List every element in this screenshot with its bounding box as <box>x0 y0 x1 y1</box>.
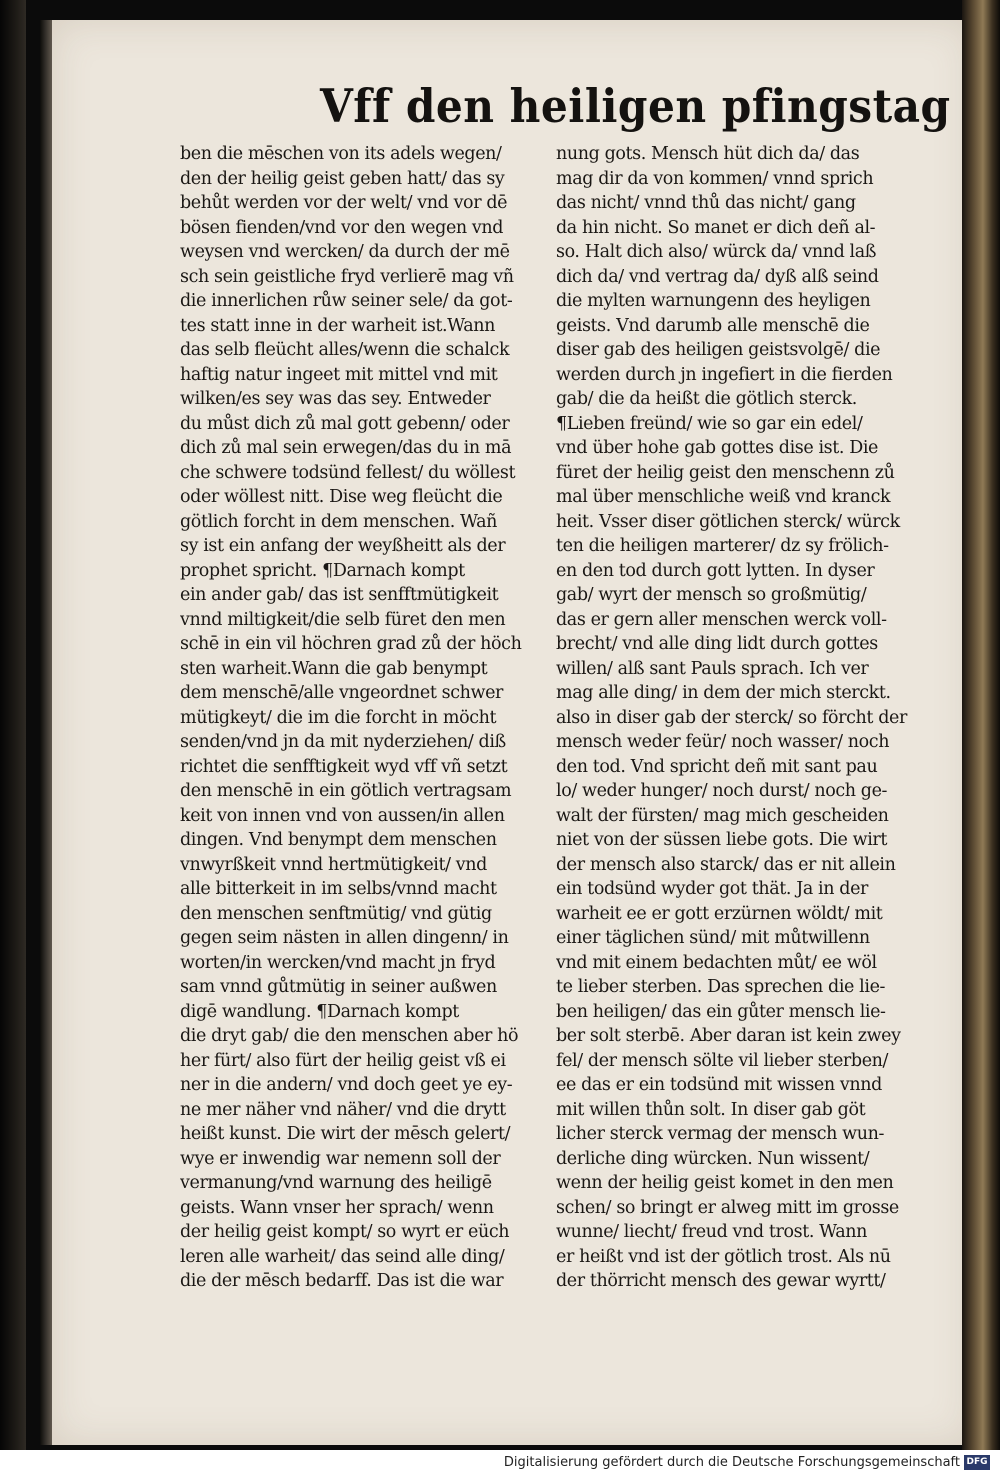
text-line: die mylten warnungenn des heyligen <box>556 291 871 311</box>
text-line: heißt kunst. Die wirt der mēsch gelert/ <box>180 1124 511 1144</box>
text-line: her fürt/ also fürt der heilig geist vß ei <box>180 1050 506 1071</box>
text-line: leren alle warheit/ das seind alle ding/ <box>180 1246 505 1267</box>
text-line: da hin nicht. So manet er dich deñ al- <box>556 217 876 238</box>
text-line: nung gots. Mensch hüt dich da/ das <box>556 144 860 164</box>
text-line: ben heiligen/ das ein gůter mensch lie- <box>556 1001 886 1022</box>
text-line: warheit ee er gott erzürnen wöldt/ mit <box>556 903 883 924</box>
text-line: das selb fleücht alles/wenn die schalck <box>180 340 510 360</box>
text-column-right <box>556 142 931 1294</box>
text-line: derliche ding würcken. Nun wissent/ <box>556 1148 870 1169</box>
text-line: also in diser gab der sterck/ so förcht der <box>556 707 907 728</box>
text-line: das er gern aller menschen werck voll- <box>556 609 887 630</box>
book-binding-edge <box>0 0 26 1450</box>
text-line: mal über menschliche weiß vnd kranck <box>556 487 891 507</box>
text-line: götlich forcht in dem menschen. Wañ <box>180 511 497 532</box>
text-line: heit. Vsser diser götlichen sterck/ würck <box>556 511 900 532</box>
text-line: mütigkeyt/ die im die forcht in möcht <box>180 707 497 728</box>
text-line: digē wandlung. ¶Darnach kompt <box>180 1001 459 1022</box>
text-line: den der heilig geist geben hatt/ das sy <box>180 168 505 189</box>
text-line: das nicht/ vnnd thů das nicht/ gang <box>556 193 856 213</box>
text-line: dich zů mal sein erwegen/das du in mā <box>180 438 512 458</box>
text-line: en den tod durch gott lytten. In dyser <box>556 560 875 581</box>
text-line: den menschen senftmütig/ vnd gütig <box>180 903 492 924</box>
text-line: schen/ so bringt er alweg mitt im grosse <box>556 1197 899 1218</box>
text-line: bösen fienden/vnd vor den wegen vnd <box>180 217 504 238</box>
text-line: oder wöllest nitt. Dise weg fleücht die <box>180 487 503 507</box>
running-title: Vff den heiligen pfingstag <box>320 79 951 133</box>
text-line: die innerlichen růw seiner sele/ da got- <box>180 291 513 311</box>
text-line: ner in die andern/ vnd doch geet ye ey- <box>180 1075 513 1095</box>
text-line: richtet die senfftigkeit wyd vff vñ setzt <box>180 756 508 777</box>
text-column-left <box>180 142 550 1294</box>
text-line: walt der fürsten/ mag mich gescheiden <box>556 805 889 826</box>
text-line: einer täglichen sünd/ mit můtwillenn <box>556 928 870 948</box>
text-line: ten die heiligen marterer/ dz sy frölich- <box>556 536 889 556</box>
text-line: wenn der heilig geist komet in den men <box>556 1173 894 1193</box>
text-line: sy ist ein anfang der weyßheitt als der <box>180 536 506 556</box>
text-line: dingen. Vnd benympt dem menschen <box>180 830 497 850</box>
text-line: füret der heilig geist den menschenn zů <box>556 462 895 483</box>
text-line: mag dir da von kommen/ vnnd sprich <box>556 168 874 189</box>
text-line: gab/ wyrt der mensch so großmütig/ <box>556 585 867 605</box>
text-line: den tod. Vnd spricht deñ mit sant pau <box>556 756 878 777</box>
text-line: fel/ der mensch sölte vil lieber sterben/ <box>556 1050 889 1071</box>
text-line: ben die mēschen von its adels wegen/ <box>180 144 502 164</box>
text-line: alle bitterkeit in im selbs/vnnd macht <box>180 879 497 899</box>
text-line: dich da/ vnd vertrag da/ dyß alß seind <box>556 266 879 287</box>
text-line: tes statt inne in der warheit ist.Wann <box>180 315 495 336</box>
text-line: geists. Vnd darumb alle menschē die <box>556 315 870 336</box>
text-line: vnd mit einem bedachten můt/ ee wöl <box>556 952 877 973</box>
text-line: ein todsünd wyder got thät. Ja in der <box>556 879 868 899</box>
text-line: licher sterck vermag der mensch wun- <box>556 1124 885 1144</box>
text-line: vnnd miltigkeit/die selb füret den men <box>180 609 506 630</box>
text-line: brecht/ vnd alle ding lidt durch gottes <box>556 634 878 654</box>
text-line: wilken/es sey was das sey. Entweder <box>180 389 491 409</box>
text-line: wye er inwendig war nemenn soll der <box>180 1148 501 1169</box>
text-line: er heißt vnd ist der götlich trost. Als nū <box>556 1246 891 1267</box>
text-line: ee das er ein todsünd mit wissen vnnd <box>556 1075 882 1095</box>
text-line: ber solt sterbē. Aber daran ist kein zwey <box>556 1026 901 1046</box>
text-line: ne mer näher vnd näher/ vnd die drytt <box>180 1099 506 1120</box>
text-line: willen/ alß sant Pauls sprach. Ich ver <box>556 658 869 679</box>
text-line: der thörricht mensch des gewar wyrtt/ <box>556 1271 886 1291</box>
text-line: vnd über hohe gab gottes dise ist. Die <box>556 438 878 458</box>
text-line: haftig natur ingeet mit mittel vnd mit <box>180 364 498 385</box>
text-line: wunne/ liecht/ freud vnd trost. Wann <box>556 1222 867 1242</box>
text-line: niet von der süssen liebe gots. Die wirt <box>556 830 888 850</box>
text-line: worten/in wercken/vnd macht jn fryd <box>180 952 496 973</box>
book-fore-edge <box>962 0 1000 1450</box>
text-line: geists. Wann vnser her sprach/ wenn <box>180 1197 494 1218</box>
text-line: ein ander gab/ das ist senfftmütigkeit <box>180 585 499 605</box>
text-line: lo/ weder hunger/ noch durst/ noch ge- <box>556 781 888 801</box>
text-line: prophet spricht. ¶Darnach kompt <box>180 560 465 581</box>
text-line: so. Halt dich also/ würck da/ vnnd laß <box>556 242 877 262</box>
text-line: gab/ die da heißt die götlich sterck. <box>556 389 857 409</box>
text-line: dem menschē/alle vngeordnet schwer <box>180 683 503 703</box>
text-line: vermanung/vnd warnung des heiligē <box>180 1173 492 1193</box>
text-line: den menschē in ein götlich vertragsam <box>180 781 512 801</box>
text-line: sam vnnd gůtmütig in seiner außwen <box>180 977 497 997</box>
funding-note: Digitalisierung gefördert durch die Deutsche Forschungsgemeinschaft <box>503 1455 960 1470</box>
text-line: der mensch also starck/ das er nit allein <box>556 854 896 875</box>
text-line: behůt werden vor der welt/ vnd vor dē <box>180 193 508 213</box>
text-line: te lieber sterben. Das sprechen die lie- <box>556 977 886 997</box>
text-line: mensch weder feür/ noch wasser/ noch <box>556 732 890 752</box>
text-line: sten warheit.Wann die gab benympt <box>180 658 488 679</box>
text-line: diser gab des heiligen geistsvolgē/ die <box>556 340 881 360</box>
text-line: die der mēsch bedarff. Das ist die war <box>180 1271 504 1291</box>
text-line: senden/vnd jn da mit nyderziehen/ diß <box>180 732 506 752</box>
text-line: du můst dich zů mal gott gebenn/ oder <box>180 413 510 434</box>
text-line: mag alle ding/ in dem der mich sterckt. <box>556 683 891 703</box>
dfg-logo: DFG <box>964 1455 990 1470</box>
text-line: schē in ein vil höchren grad zů der höch <box>180 634 522 654</box>
text-line: sch sein geistliche fryd verlierē mag vñ <box>180 266 514 287</box>
text-line: ¶Lieben freünd/ wie so gar ein edel/ <box>556 413 863 434</box>
text-line: mit willen thůn solt. In diser gab göt <box>556 1099 866 1120</box>
text-line: der heilig geist kompt/ so wyrt er eüch <box>180 1222 510 1242</box>
text-line: die dryt gab/ die den menschen aber hö <box>180 1026 519 1046</box>
text-line: werden durch jn ingefiert in die fierden <box>556 364 893 385</box>
text-line: keit von innen vnd von aussen/in allen <box>180 805 505 826</box>
text-line: gegen seim nästen in allen dingenn/ in <box>180 928 509 948</box>
text-line: weysen vnd wercken/ da durch der mē <box>180 242 510 262</box>
text-line: vnwyrßkeit vnnd hertmütigkeit/ vnd <box>180 854 487 875</box>
text-line: che schwere todsünd fellest/ du wöllest <box>180 462 516 483</box>
